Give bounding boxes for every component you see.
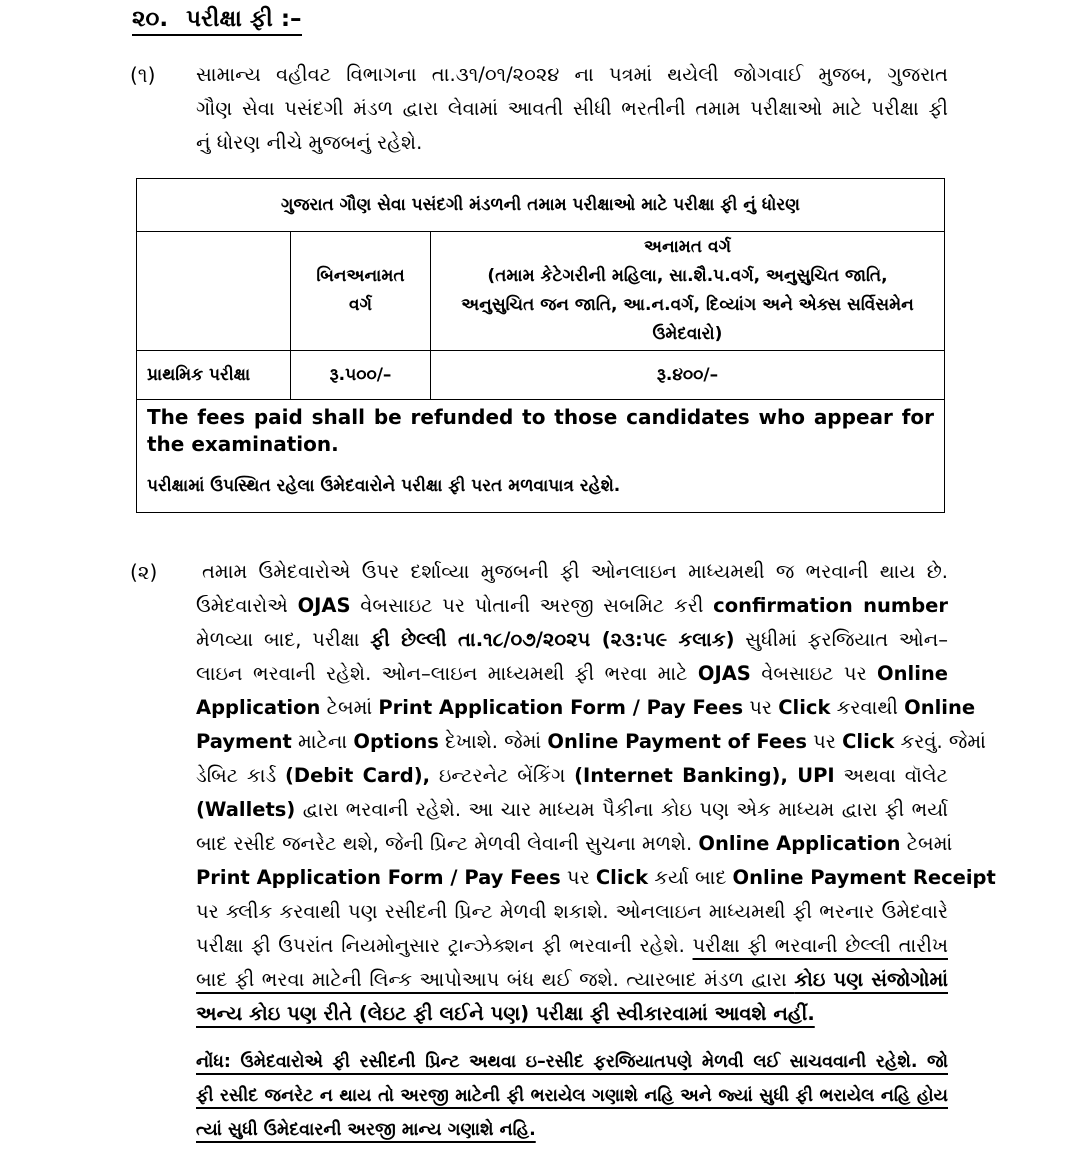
fee-general-value: રૂ.૫૦૦/– xyxy=(291,351,431,400)
fee-table-general-header xyxy=(291,232,431,351)
para1-line-3: નું ધોરણ નીચે મુજબનું રહેશે. xyxy=(196,131,423,154)
general-header-line-2: વર્ગ xyxy=(348,295,372,315)
para1-line-1: સામાન્ય વહીવટ વિભાગના તા.૩૧/૦૧/૨૦૨૪ ના પત્રમાં થયેલી જોગવાઈ મુજબ, ગુજરાત xyxy=(196,63,948,86)
refund-note-gujarati: પરીક્ષામાં ઉપસ્થિત રહેલા ઉમેદવારોને પરીક્ષા ફી પરત મળવાપાત્ર રહેશે. xyxy=(147,476,621,496)
section-title: પરીક્ષા ફી :– xyxy=(186,6,302,32)
fee-row-label: પ્રાથમિક પરીક્ષા xyxy=(137,351,291,400)
fee-table-title: ગુજરાત ગૌણ સેવા પસંદગી મંડળની તમામ પરીક્ષાઓ માટે પરીક્ષા ફી નું ધોરણ xyxy=(137,179,945,232)
fee-receipt-note xyxy=(196,1045,948,1147)
para2-line-11: પર ક્લીક કરવાથી પણ રસીદની પ્રિન્ટ મેળવી શકાશે. ઓનલાઇન માધ્યમથી ફી ભરનાર ઉમેદવારે xyxy=(196,900,948,923)
fee-table-corner-cell xyxy=(137,232,291,351)
para2-line-7: ડેબિટ કાર્ડ (Debit Card), ઇન્ટરનેટ બેંકિંગ (Internet Banking), UPI અથવા વૉલેટ xyxy=(196,764,948,787)
fee-reserved-value: રૂ.૪૦૦/– xyxy=(431,351,945,400)
reserved-header-line-1: અનામત વર્ગ xyxy=(644,237,731,257)
note-line-1: નોંધ: ઉમેદવારોએ ફી રસીદની પ્રિન્ટ અથવા ઇ–રસીદ ફરજિયાતપણે મેળવી લઈ સાચવવાની રહેશે. જો xyxy=(196,1052,948,1072)
para2-line-5: Application ટેબમાં Print Application Form / Pay Fees પર Click કરવાથી Online xyxy=(196,696,976,719)
para2-line-10: Print Application Form / Pay Fees પર Click કર્યા બાદ Online Payment Receipt xyxy=(196,866,996,889)
refund-note-english: The fees paid shall be refunded to those candidates who appear for the examination. xyxy=(147,405,934,456)
para1 xyxy=(196,58,948,160)
note-line-3: ત્યાં સુધી ઉમેદવારની અરજી માન્ય ગણાશે નહિ. xyxy=(196,1120,536,1140)
para1-line-2: ગૌણ સેવા પસંદગી મંડળ દ્વારા લેવામાં આવતી સીધી ભરતીની તમામ પરીક્ષાઓ માટે પરીક્ષા ફી xyxy=(196,97,948,120)
para2 xyxy=(196,555,996,1031)
para2-line-2: ઉમેદવારોએ OJAS વેબસાઇટ પર પોતાની અરજી સબમિટ કરી confirmation number xyxy=(196,594,949,617)
section-number: ૨૦. xyxy=(132,6,169,32)
general-header-line-1: બિનઅનામત xyxy=(316,266,405,286)
fee-refund-cell xyxy=(137,400,945,513)
fee-table xyxy=(136,178,945,513)
para1-marker: (૧) xyxy=(130,63,156,87)
reserved-header-line-4: ઉમેદવારો) xyxy=(652,324,723,344)
para2-line-4: લાઇન ભરવાની રહેશે. ઓન–લાઇન માધ્યમથી ફી ભરવા માટે OJAS વેબસાઇટ પર Online xyxy=(196,662,948,685)
fee-table-reserved-header xyxy=(431,232,945,351)
para2-line-14: અન્ય કોઇ પણ રીતે (લેઇટ ફી લઈને પણ) પરીક્ષા ફી સ્વીકારવામાં આવશે નહીં. xyxy=(196,1002,815,1025)
para2-line-6: Payment માટેના Options દેખાશે. જેમાં Online Payment of Fees પર Click કરવું. જેમાં xyxy=(196,730,986,753)
para2-marker: (૨) xyxy=(130,560,158,584)
reserved-header-line-3: અનુસુચિત જન જાતિ, આ.ન.વર્ગ, દિવ્યાંગ અને એક્સ સર્વિસમેન xyxy=(461,295,914,315)
section-heading xyxy=(132,4,302,36)
reserved-header-line-2: (તમામ કેટેગરીની મહિલા, સા.શૈ.પ.વર્ગ, અનુસુચિત જાતિ, xyxy=(487,266,888,286)
para2-line-3: મેળવ્યા બાદ, પરીક્ષા ફી છેલ્લી તા.૧૮/૦૭/૨૦૨૫ (૨૩:૫૯ કલાક) સુધીમાં ફરજિયાત ઓન– xyxy=(196,628,949,651)
para2-line-9: બાદ રસીદ જનરેટ થશે, જેની પ્રિન્ટ મેળવી લેવાની સુચના મળશે. Online Application ટેબમાં xyxy=(196,832,953,855)
para2-line-8: (Wallets) દ્વારા ભરવાની રહેશે. આ ચાર માધ્યમ પૈકીના કોઇ પણ એક માધ્યમ દ્વારા ફી ભર્યા xyxy=(196,798,948,821)
note-line-2: ફી રસીદ જનરેટ ન થાય તો અરજી માટેની ફી ભરાયેલ ગણાશે નહિ અને જ્યાં સુધી ફી ભરાયેલ નહિ હોય xyxy=(196,1086,948,1106)
para2-line-12: પરીક્ષા ફી ઉપરાંત નિયમોનુસાર ટ્રાન્ઝેક્શન ફી ભરવાની રહેશે. પરીક્ષા ફી ભરવાની છેલ્લી તારીખ xyxy=(196,934,948,957)
para2-line-1: તમામ ઉમેદવારોએ ઉપર દર્શાવ્યા મુજબની ફી ઓનલાઇન માધ્યમથી જ ભરવાની થાય છે. xyxy=(202,560,948,583)
para2-line-13: બાદ ફી ભરવા માટેની લિન્ક આપોઆપ બંધ થઈ જશે. ત્યારબાદ મંડળ દ્વારા કોઇ પણ સંજોગોમાં xyxy=(196,968,948,991)
